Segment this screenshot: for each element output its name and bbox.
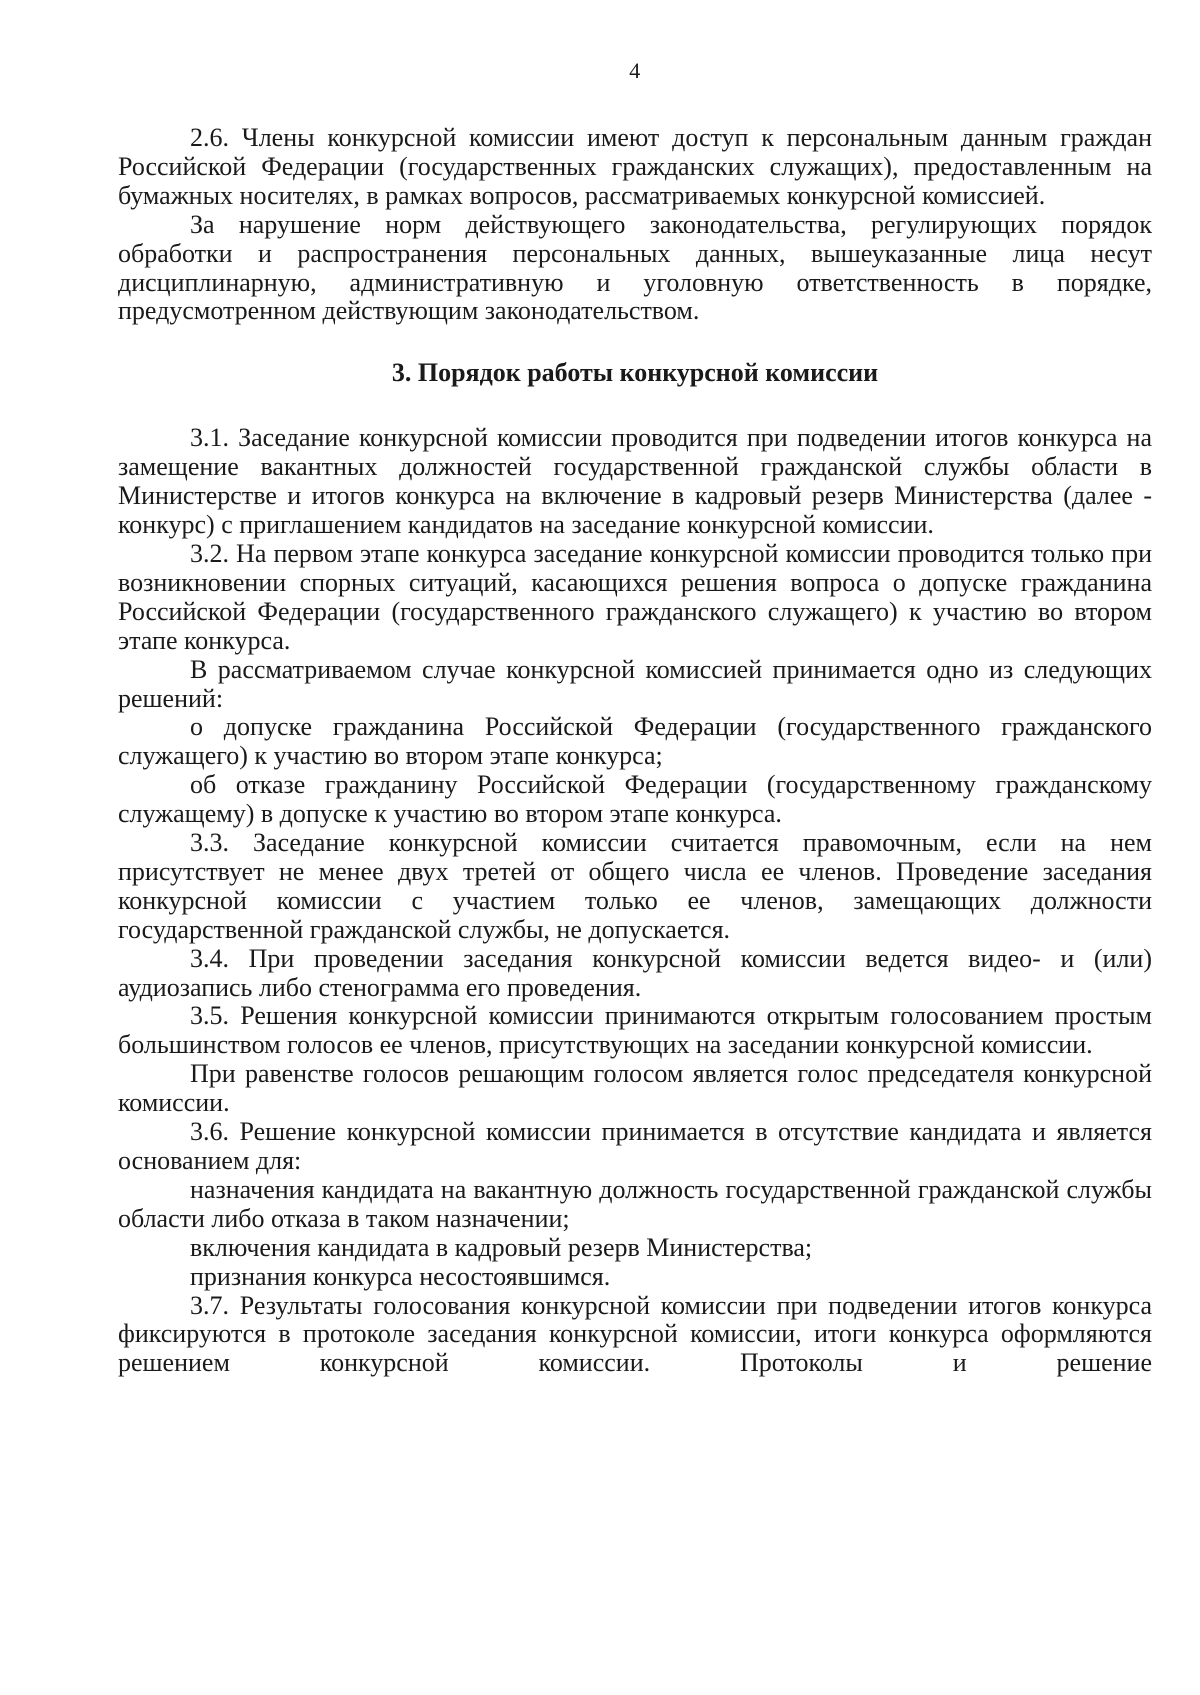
section-heading-3: 3. Порядок работы конкурсной комиссии <box>391 358 879 388</box>
paragraph-3-3: 3.3. Заседание конкурсной комиссии считается правомочным, если на нем присутствует не менее двух третей от общего числа ее членов. Проведение заседания конкурсной комиссии с участием только ее членов, замещающих должности государственной гражданской службы, не допускается. <box>118 828 1152 944</box>
paragraph-3-2: 3.2. На первом этапе конкурса заседание конкурсной комиссии проводится только при возникновении спорных ситуаций, касающихся решения вопроса о допуске гражданина Российской Федерации (государственного гражданского служащего) к участию во втором этапе конкурса. <box>118 538 1152 655</box>
paragraph-3-6: 3.6. Решение конкурсной комиссии принимается в отсутствие кандидата и является основанием для: <box>118 1117 1152 1175</box>
paragraph-3-2-refuse: об отказе гражданину Российской Федерации (государственному гражданскому служащему) в допуске к участию во втором этапе конкурса. <box>118 770 1152 829</box>
document-body <box>118 124 1152 1378</box>
paragraph-3-1: 3.1. Заседание конкурсной комиссии проводится при подведении итогов конкурса на замещение вакантных должностей государственной гражданской службы области в Министерстве и итогов конкурса на включение в кадровый резерв Министерства (далее - конкурс) с приглашением кандидатов на заседание конкурсной комиссии. <box>118 423 1152 540</box>
paragraph-3-7: 3.7. Результаты голосования конкурсной комиссии при подведении итогов конкурса фиксируются в протоколе заседания конкурсной комиссии, итоги конкурса оформляются решением конкурсной комиссии. Протоколы и решение <box>118 1290 1152 1378</box>
paragraph-2-6: 2.6. Члены конкурсной комиссии имеют доступ к персональным данным граждан Российской Федерации (государственных гражданских служащих), предоставленным на бумажных носителях, в рамках вопросов, рассматриваемых конкурсной комиссией. <box>118 123 1152 210</box>
paragraph-2-6-liability: За нарушение норм действующего законодательства, регулирующих порядок обработки и распространения персональных данных, вышеуказанные лица несут дисциплинарную, административную и уголовную ответственность в порядке, предусмотренном действующим законодательством. <box>118 209 1152 326</box>
paragraph-3-4: 3.4. При проведении заседания конкурсной комиссии ведется видео- и (или) аудиозапись либо стенограмма его проведения. <box>118 943 1152 1002</box>
paragraph-3-2-decisions: В рассматриваемом случае конкурсной комиссией принимается одно из следующих решений: <box>118 654 1152 713</box>
paragraph-3-6-void: признания конкурса несостоявшимся. <box>190 1261 611 1291</box>
paragraph-3-5-tie: При равенстве голосов решающим голосом является голос председателя конкурсной комиссии. <box>118 1059 1152 1118</box>
page-number: 4 <box>629 58 641 83</box>
paragraph-3-6-reserve: включения кандидата в кадровый резерв Министерства; <box>190 1232 813 1262</box>
paragraph-3-5: 3.5. Решения конкурсной комиссии принимаются открытым голосованием простым большинством голосов ее членов, присутствующих на заседании конкурсной комиссии. <box>118 1001 1152 1060</box>
paragraph-3-6-appointment: назначения кандидата на вакантную должность государственной гражданской службы области либо отказа в таком назначении; <box>118 1174 1152 1233</box>
paragraph-3-2-admit: о допуске гражданина Российской Федерации (государственного гражданского служащего) к участию во втором этапе конкурса; <box>118 712 1152 771</box>
